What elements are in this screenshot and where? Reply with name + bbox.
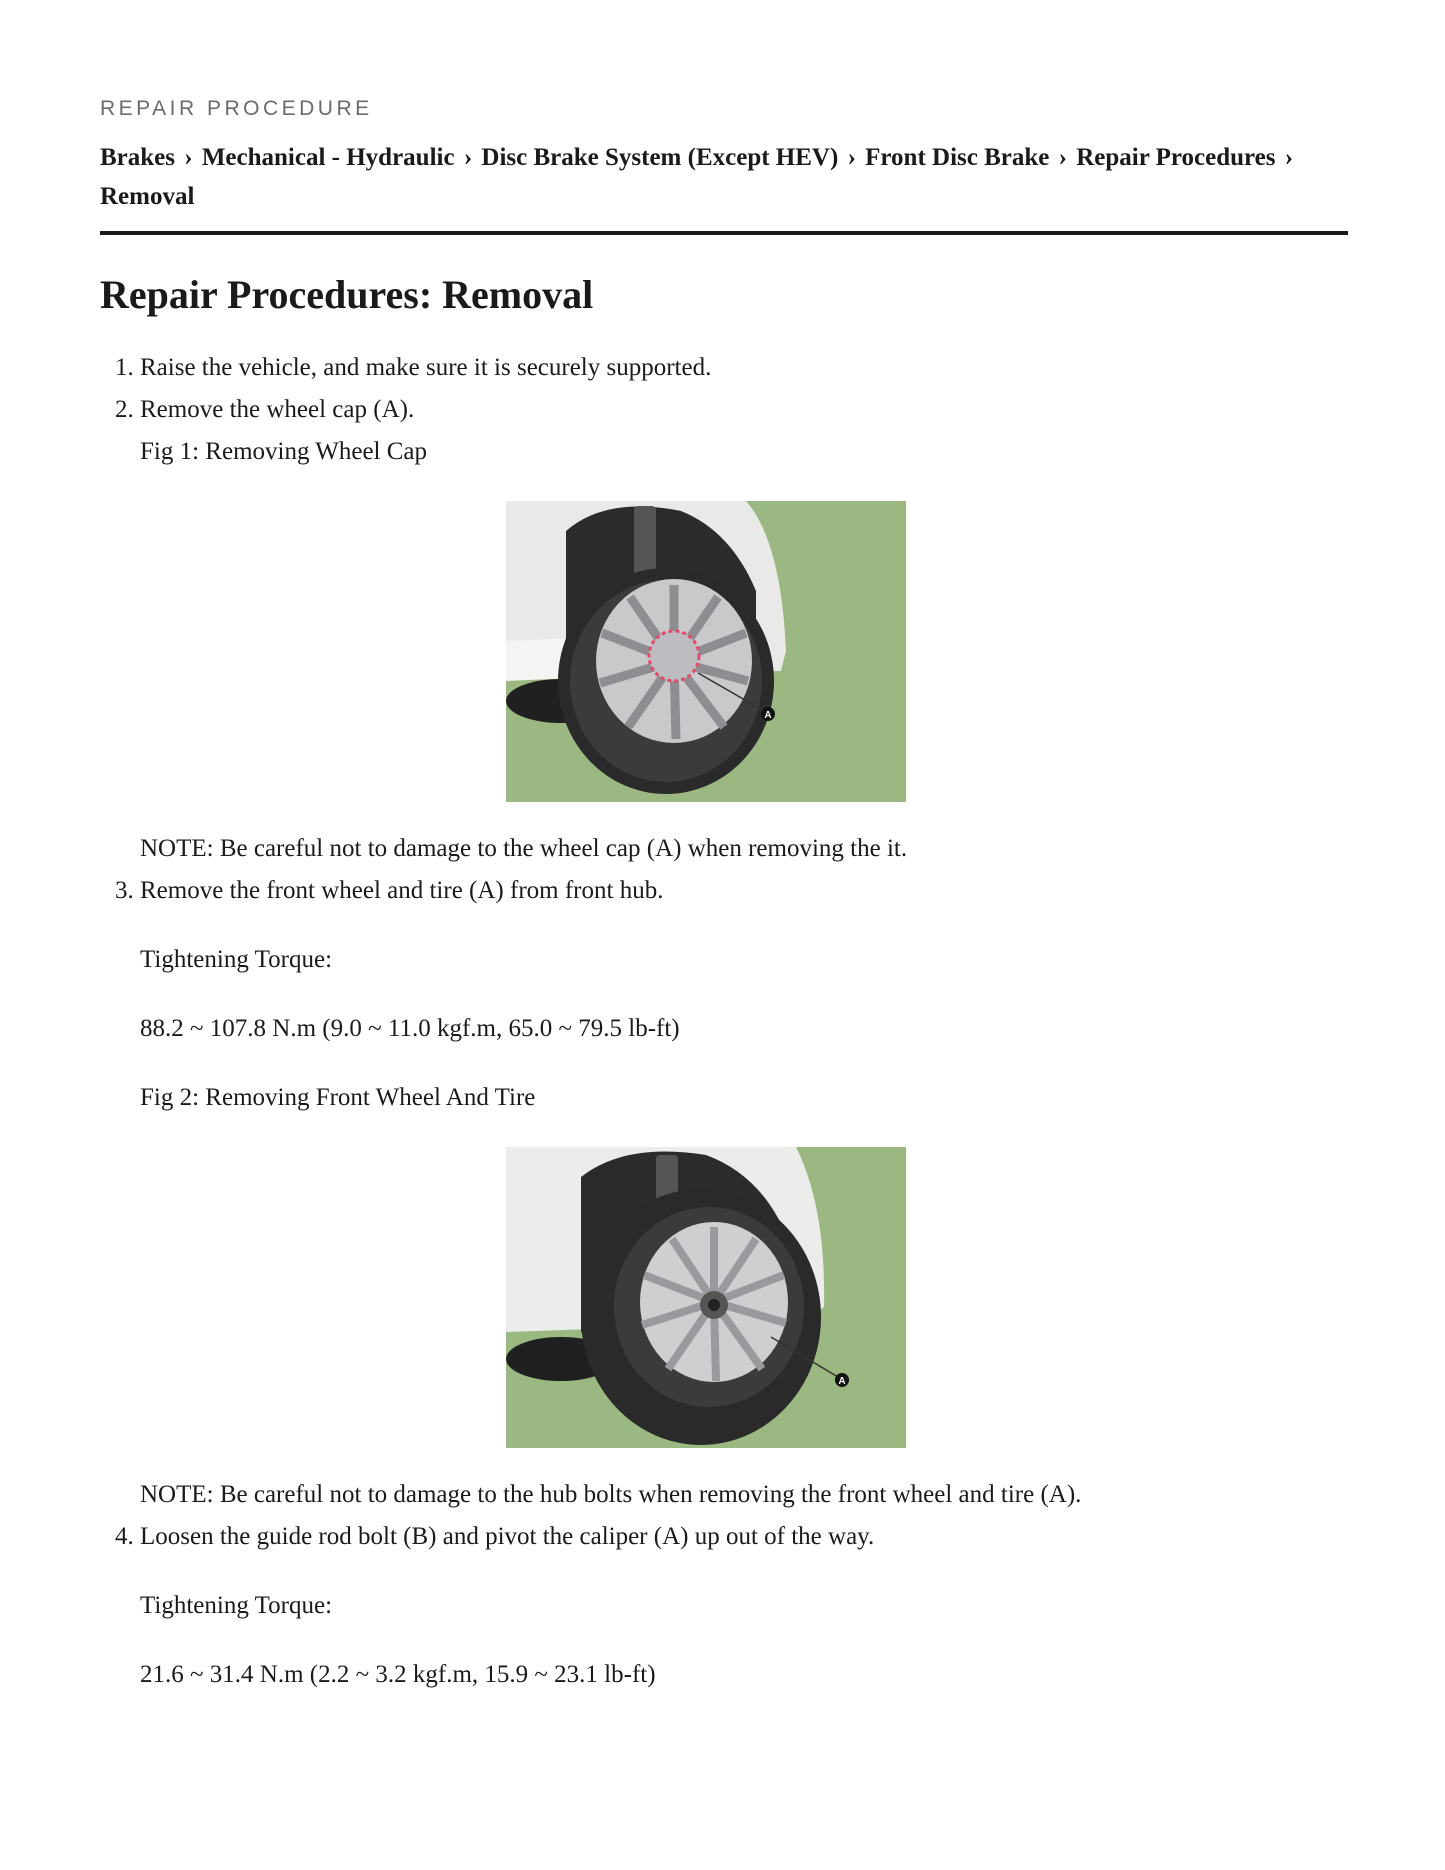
breadcrumb-item[interactable]: Repair Procedures [1076,144,1276,171]
breadcrumb-separator: › [184,144,193,171]
breadcrumb-separator: › [463,144,473,171]
step-4 [140,1516,1345,1696]
figure-1 [140,501,1345,802]
breadcrumb-separator: › [847,144,856,171]
wheel-tire-illustration [506,1147,906,1448]
page-title: Repair Procedures: Removal [100,272,594,317]
procedure-steps [100,347,1345,1696]
breadcrumb-separator: › [1284,144,1294,171]
wheel-cap-illustration [506,501,906,802]
callout-label: A [764,710,772,721]
breadcrumb-current: Removal [100,183,195,210]
torque-value: 88.2 ~ 107.8 N.m (9.0 ~ 11.0 kgf.m, 65.0 ~ 79.5 lb-ft) [140,1015,680,1042]
breadcrumb-item[interactable]: Disc Brake System (Except HEV) [481,144,839,171]
step-1 [140,347,1345,389]
note-text: NOTE: Be careful not to damage to the hub bolts when removing the front wheel and tire (A). [140,1481,1082,1508]
breadcrumb-item[interactable]: Mechanical - Hydraulic [201,144,455,171]
breadcrumb [100,138,1348,235]
torque-value: 21.6 ~ 31.4 N.m (2.2 ~ 3.2 kgf.m, 15.9 ~ 23.1 lb-ft) [140,1661,656,1688]
torque-label: Tightening Torque: [140,1592,333,1619]
section-eyebrow: REPAIR PROCEDURE [100,97,373,120]
figure-caption: Fig 2: Removing Front Wheel And Tire [140,1084,536,1111]
step-2 [140,389,1345,870]
step-text: 2. Remove the wheel cap (A). [140,396,415,423]
note-text: NOTE: Be careful not to damage to the wheel cap (A) when removing the it. [140,835,908,862]
breadcrumb-item[interactable]: Front Disc Brake [865,144,1050,171]
step-3 [140,870,1345,1516]
torque-label: Tightening Torque: [140,946,333,973]
figure-caption: Fig 1: Removing Wheel Cap [140,438,428,465]
callout-label: A [838,1376,846,1387]
step-text: 4. Loosen the guide rod bolt (B) and pivot the caliper (A) up out of the way. [140,1523,875,1550]
breadcrumb-item[interactable]: Brakes [100,144,175,171]
figure-2 [140,1147,1345,1448]
step-text: 3. Remove the front wheel and tire (A) from front hub. [140,877,664,904]
breadcrumb-separator: › [1058,144,1067,171]
step-text: 1. Raise the vehicle, and make sure it is securely supported. [140,354,712,381]
